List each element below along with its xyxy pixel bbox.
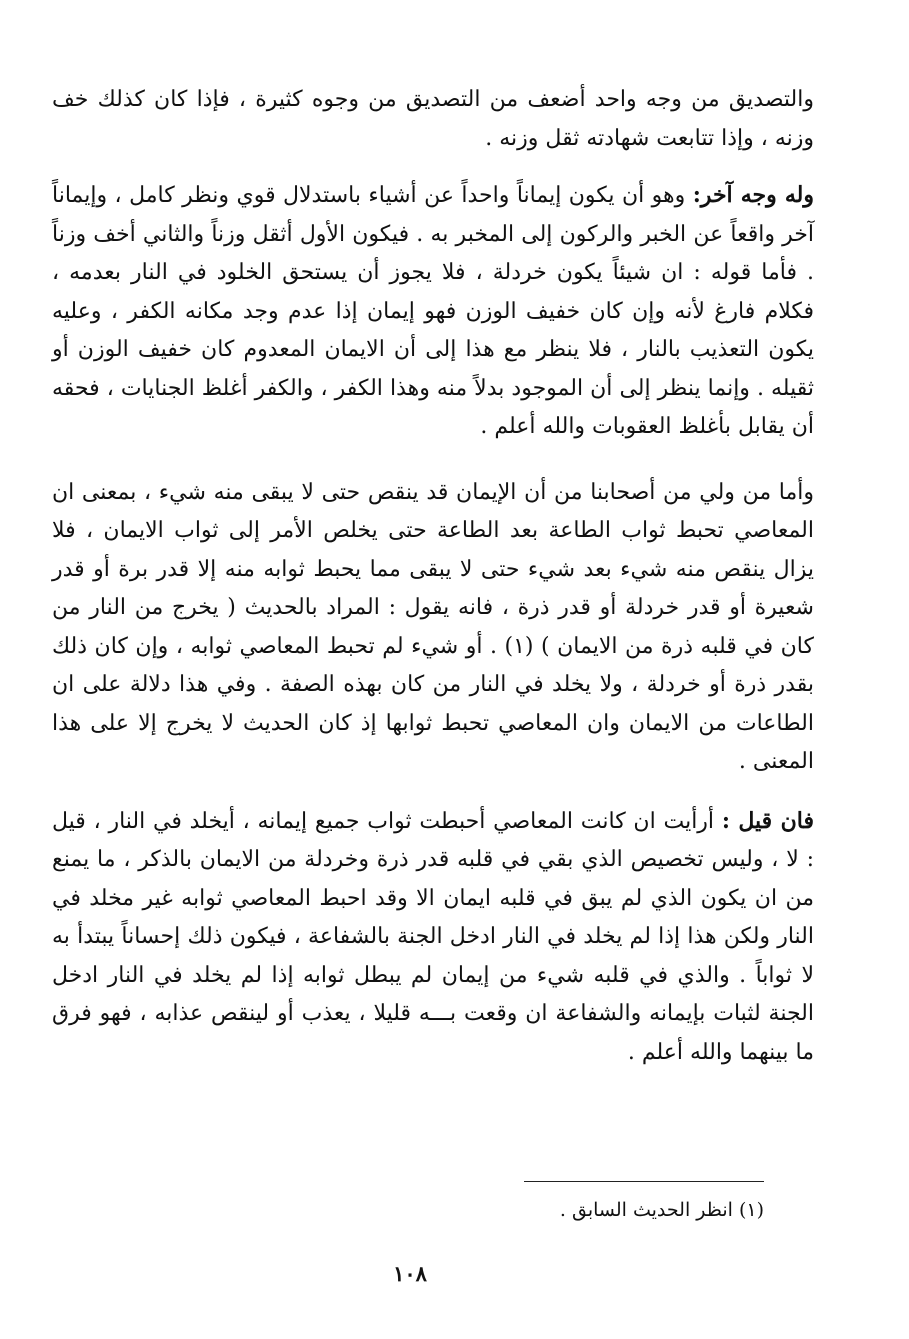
paragraph-1 bbox=[52, 80, 814, 158]
paragraph-lead: فان قيل : bbox=[721, 807, 814, 834]
page-number: ١٠٨ bbox=[393, 1261, 427, 1286]
paragraph-text: أرأيت ان كانت المعاصي أحبطت ثواب جميع إيمانه ، أيخلد في النار ، قيل : لا ، وليس تخصيص الذي بقي في قلبه قدر ذرة وخردلة من الايمان بالذكر ، ما يمنع من ان يكون الذي لم يبق في قلبه ايمان الا وقد احبط المعاصي ثوابه غير مخلد في النار ولكن هذا إذا لم يخلد في النار ادخل الجنة بالشفاعة ، فيكون ذلك إحساناً يبتدأ به لا ثواباً . والذي في قلبه شيء من إيمان لم يبطل ثوابه إذا لم يخلد في النار ادخل الجنة لثبات بإيمانه والشفاعة ان وقعت بـــه قليلا ، يعذب أو لينقص عذابه ، فهو فرق ما بينهما والله أعلم . bbox=[52, 808, 814, 1065]
paragraph-text: وهو أن يكون إيماناً واحداً عن أشياء باستدلال قوي ونظر كامل ، وإيماناً آخر واقعاً عن الخبر والركون إلى المخبر به . فيكون الأول أثقل وزناً والثاني أخف وزناً . فأما قوله : ان شيئاً يكون خردلة ، فلا يجوز أن يستحق الخلود في النار بعدمه ، فكلام فارغ لأنه وإن كان خفيف الوزن فهو إيمان إذا عدم وجد مكانه الكفر ، وعليه يكون التعذيب بالنار ، فلا ينظر مع هذا إلى أن الايمان المعدوم كان خفيف الوزن أو ثقيله . وإنما ينظر إلى أن الموجود بدلاً منه وهذا الكفر ، والكفر أغلظ الجنايات ، فحقه أن يقابل بأغلظ العقوبات والله أعلم . bbox=[52, 183, 814, 439]
footnote: (١) انظر الحديث السابق . bbox=[559, 1199, 764, 1221]
paragraph-3 bbox=[52, 473, 814, 782]
paragraph-text: وأما من ولي من أصحابنا من أن الإيمان قد ينقص حتى لا يبقى منه شيء ، بمعنى ان المعاصي تحبط ثواب الطاعة بعد الطاعة حتى يخلص الأمر إلى ثواب الايمان ، فلا يزال ينقص منه شيء بعد شيء حتى لا يبقى مما يحبط ثوابه منه إلا قدر برة أو قدر شعيرة أو قدر خردلة أو قدر ذرة ، فانه يقول : المراد بالحديث ( يخرج من النار من كان في قلبه ذرة من الايمان ) (١) . أو شيء لم تحبط المعاصي ثوابه ، وإن كان ذلك بقدر ذرة أو خردلة ، ولا يخلد في النار من كان بهذه الصفة . وفي هذا دلالة على ان الطاعات من الايمان وان المعاصي تحبط ثوابها إذ كان الحديث لا يخرج إلا على هذا المعنى . bbox=[52, 479, 814, 774]
paragraph-4 bbox=[52, 802, 814, 1073]
footnote-divider bbox=[524, 1181, 764, 1182]
page-body bbox=[52, 80, 814, 1072]
paragraph-lead: وله وجه آخر: bbox=[692, 182, 814, 208]
paragraph-2 bbox=[52, 176, 814, 447]
paragraph-text: والتصديق من وجه واحد أضعف من التصديق من وجوه كثيرة ، فإذا كان كذلك خف وزنه ، وإذا تتابعت شهادته ثقل وزنه . bbox=[52, 87, 814, 151]
